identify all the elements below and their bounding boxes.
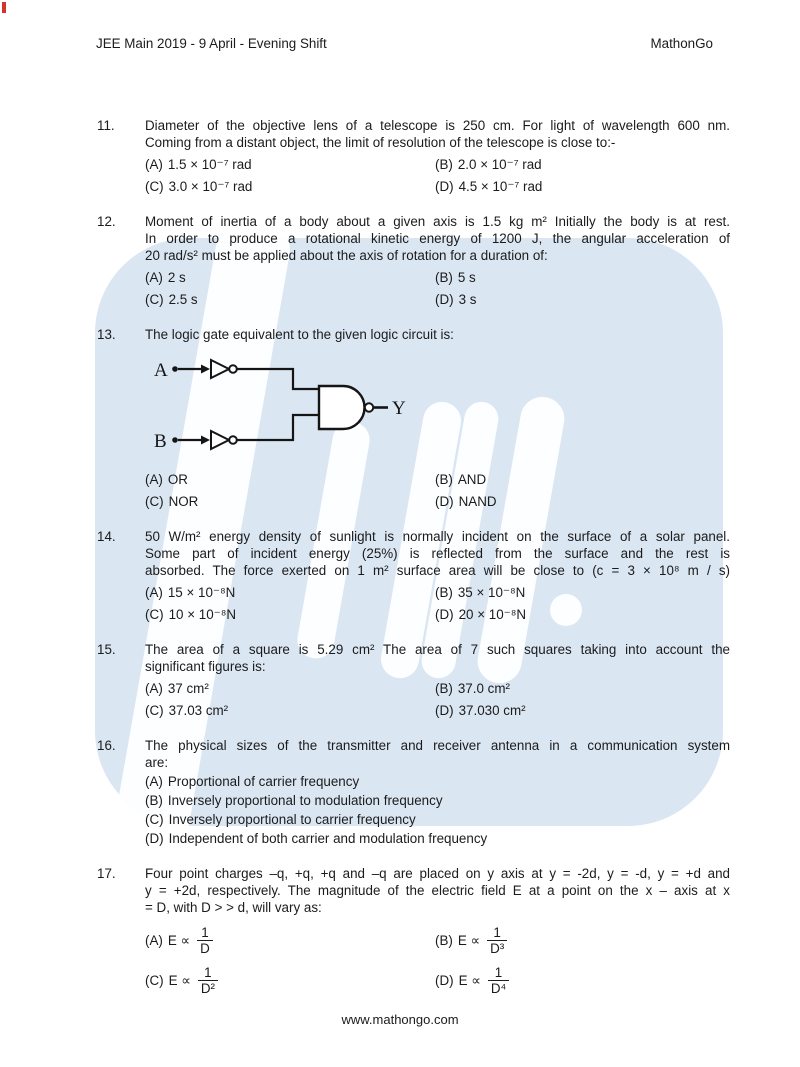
page-header [0,0,800,52]
question [97,737,730,847]
option-text: 2 s [167,270,186,285]
input-b-label: B [154,431,167,452]
option-label: (A) [145,270,163,285]
option-row [145,178,730,195]
option-label: (A) [145,774,163,789]
option-text: Proportional of carrier frequency [167,774,360,789]
question-number: 13. [97,327,116,342]
option-text: 4.5 × 10⁻⁷ rad [458,179,543,194]
option-text: Inversely proportional to modulation frequency [167,793,443,808]
fraction-numerator: 1 [494,965,503,980]
option-label: (B) [435,270,453,285]
question-body [145,528,730,623]
question-text-line: are: [145,755,169,770]
question-text-line: Four point charges –q, +q, +q and –q are placed on y axis at y = -2d, y = -d, y = +d and [145,866,730,881]
question-number: 17. [97,866,116,881]
option-row [145,792,730,809]
answer-option [145,584,435,601]
answer-option [145,702,435,719]
answer-option [145,811,730,828]
answer-option [145,178,435,195]
question-number: 14. [97,529,116,544]
arrowhead-icon [201,436,210,445]
answer-option [145,493,435,510]
input-a-label: A [154,360,168,381]
answer-option [145,606,435,623]
option-label: (C) [145,292,164,307]
option-text: 2.0 × 10⁻⁷ rad [457,157,542,172]
question-text-line: 50 W/m² energy density of sunlight is normally incident on the surface of a solar panel. [145,529,730,544]
option-label: (B) [435,472,453,487]
question-body [145,865,730,996]
question-text-line: Diameter of the objective lens of a telescope is 250 cm. For light of wavelength 600 nm. [145,118,730,133]
option-label: (D) [435,703,454,718]
option-label: (B) [435,933,453,948]
answer-option [145,156,435,173]
answer-option [435,606,725,623]
question-text-line: y = +2d, respectively. The magnitude of the electric field E at a point on the x – axis at x [145,883,730,898]
option-label: (C) [145,973,164,988]
answer-option [435,178,725,195]
answer-option [435,269,725,286]
answer-option [435,965,725,996]
answer-option [145,471,435,488]
option-row [145,156,730,173]
option-text: NAND [458,494,497,509]
option-row [145,965,730,996]
question [97,326,730,510]
option-text: Independent of both carrier and modulation frequency [168,831,488,846]
fraction [197,925,213,956]
option-label: (A) [145,472,163,487]
option-text: OR [167,472,188,487]
fraction-numerator: 1 [493,925,501,940]
option-row [145,606,730,623]
option-row [145,584,730,601]
option-text: AND [457,472,487,487]
question-text-line: The logic gate equivalent to the given logic circuit is: [145,327,454,342]
option-text: 5 s [457,270,476,285]
option-label: (A) [145,157,163,172]
node-dot [172,366,178,372]
answer-option [145,792,730,809]
option-label: (C) [145,494,164,509]
option-label: (C) [145,703,164,718]
option-text: 3 s [458,292,477,307]
wire [237,369,319,389]
option-text: 15 × 10⁻⁸N [167,585,236,600]
node-dot [172,437,178,443]
option-row [145,680,730,697]
question [97,117,730,195]
option-label: (B) [435,157,453,172]
option-row [145,925,730,956]
fraction-denominator: D³ [487,940,507,956]
question-text-line: 20 rad/s² must be applied about the axis of rotation for a duration of: [145,248,548,263]
answer-option [435,702,725,719]
question-text-line: The area of a square is 5.29 cm² The area of 7 such squares taking into account the [145,642,730,657]
option-expression: E ∝ [167,933,191,948]
option-label: (B) [435,681,453,696]
option-label: (B) [145,793,163,808]
option-row [145,269,730,286]
option-row [145,702,730,719]
option-label: (C) [145,812,164,827]
option-text: 2.5 s [168,292,198,307]
questions [97,117,730,996]
question-body [145,213,730,308]
question [97,213,730,308]
fraction-numerator: 1 [204,965,212,980]
option-text: 37 cm² [167,681,209,696]
question-text-line: significant figures is: [145,659,266,674]
answer-option [145,680,435,697]
option-label: (D) [435,973,454,988]
option-row [145,471,730,488]
option-label: (D) [435,292,454,307]
question-text-line: absorbed. The force exerted on 1 m² surface area will be close to (c = 3 × 10⁸ m / s) [145,563,730,578]
option-label: (D) [435,494,454,509]
answer-option [435,291,725,308]
wire [237,415,319,440]
fraction-denominator: D [197,940,213,956]
question-text-line: Some part of incident energy (25%) is reflected from the surface and the rest is [145,546,730,561]
question-body [145,641,730,719]
option-row [145,811,730,828]
answer-option [145,925,435,956]
logic-circuit-figure [145,349,730,461]
option-label: (D) [435,179,454,194]
option-expression: E ∝ [458,973,481,988]
option-text: 20 × 10⁻⁸N [458,607,527,622]
question-text-line: Coming from a distant object, the limit of resolution of the telescope is close to:- [145,135,616,150]
question [97,528,730,623]
arrowhead-icon [201,365,210,374]
question-text-line: The physical sizes of the transmitter and receiver antenna in a communication system [145,738,730,753]
option-text: 37.0 cm² [457,681,510,696]
answer-option [145,291,435,308]
question-text-line: Moment of inertia of a body about a given axis is 1.5 kg m² Initially the body is at rest. [145,214,730,229]
inverter-bubble [229,436,237,444]
option-label: (A) [145,585,163,600]
fraction-numerator: 1 [201,925,209,940]
fraction [487,925,507,956]
option-expression: E ∝ [168,973,191,988]
option-text: 10 × 10⁻⁸N [168,607,237,622]
exam-title: JEE Main 2019 - 9 April - Evening Shift [96,36,327,51]
option-text: 35 × 10⁻⁸N [457,585,526,600]
answer-option [145,773,730,790]
output-bubble [365,403,373,411]
question-text-line: In order to produce a rotational kinetic energy of 1200 J, the angular acceleration of [145,231,730,246]
option-row [145,291,730,308]
answer-option [435,493,725,510]
question-body [145,326,730,510]
option-label: (D) [435,607,454,622]
not-gate-a-icon [211,360,229,378]
page-footer [0,1012,800,1027]
page-corner-mark [2,2,6,13]
fraction [198,965,218,996]
question-number: 12. [97,214,116,229]
nand-gate-icon [319,386,364,429]
logic-circuit-svg [145,349,445,461]
not-gate-b-icon [211,431,229,449]
option-label: (D) [145,831,164,846]
option-label: (B) [435,585,453,600]
question-body [145,737,730,847]
option-text: 1.5 × 10⁻⁷ rad [167,157,252,172]
brand-name: MathonGo [650,36,713,51]
option-label: (C) [145,179,164,194]
question [97,865,730,996]
question [97,641,730,719]
option-label: (C) [145,607,164,622]
fraction-denominator: D⁴ [488,980,509,996]
option-expression: E ∝ [457,933,481,948]
question-text-line: = D, with D > > d, will vary as: [145,900,322,915]
answer-option [435,925,725,956]
answer-option [435,156,725,173]
option-text: 37.030 cm² [458,703,526,718]
question-body [145,117,730,195]
answer-option [145,830,730,847]
answer-option [435,680,725,697]
answer-option [145,965,435,996]
footer-url: www.mathongo.com [341,1012,459,1027]
option-row [145,493,730,510]
question-number: 16. [97,738,116,753]
option-label: (A) [145,681,163,696]
answer-option [435,471,725,488]
option-row [145,830,730,847]
option-text: Inversely proportional to carrier frequency [168,812,416,827]
option-text: NOR [168,494,199,509]
answer-option [145,269,435,286]
question-number: 11. [97,118,115,133]
output-label: Y [392,398,406,419]
option-text: 3.0 × 10⁻⁷ rad [168,179,253,194]
option-row [145,773,730,790]
question-number: 15. [97,642,116,657]
answer-option [435,584,725,601]
inverter-bubble [229,365,237,373]
fraction [488,965,509,996]
option-label: (A) [145,933,163,948]
option-text: 37.03 cm² [168,703,229,718]
fraction-denominator: D² [198,980,218,996]
